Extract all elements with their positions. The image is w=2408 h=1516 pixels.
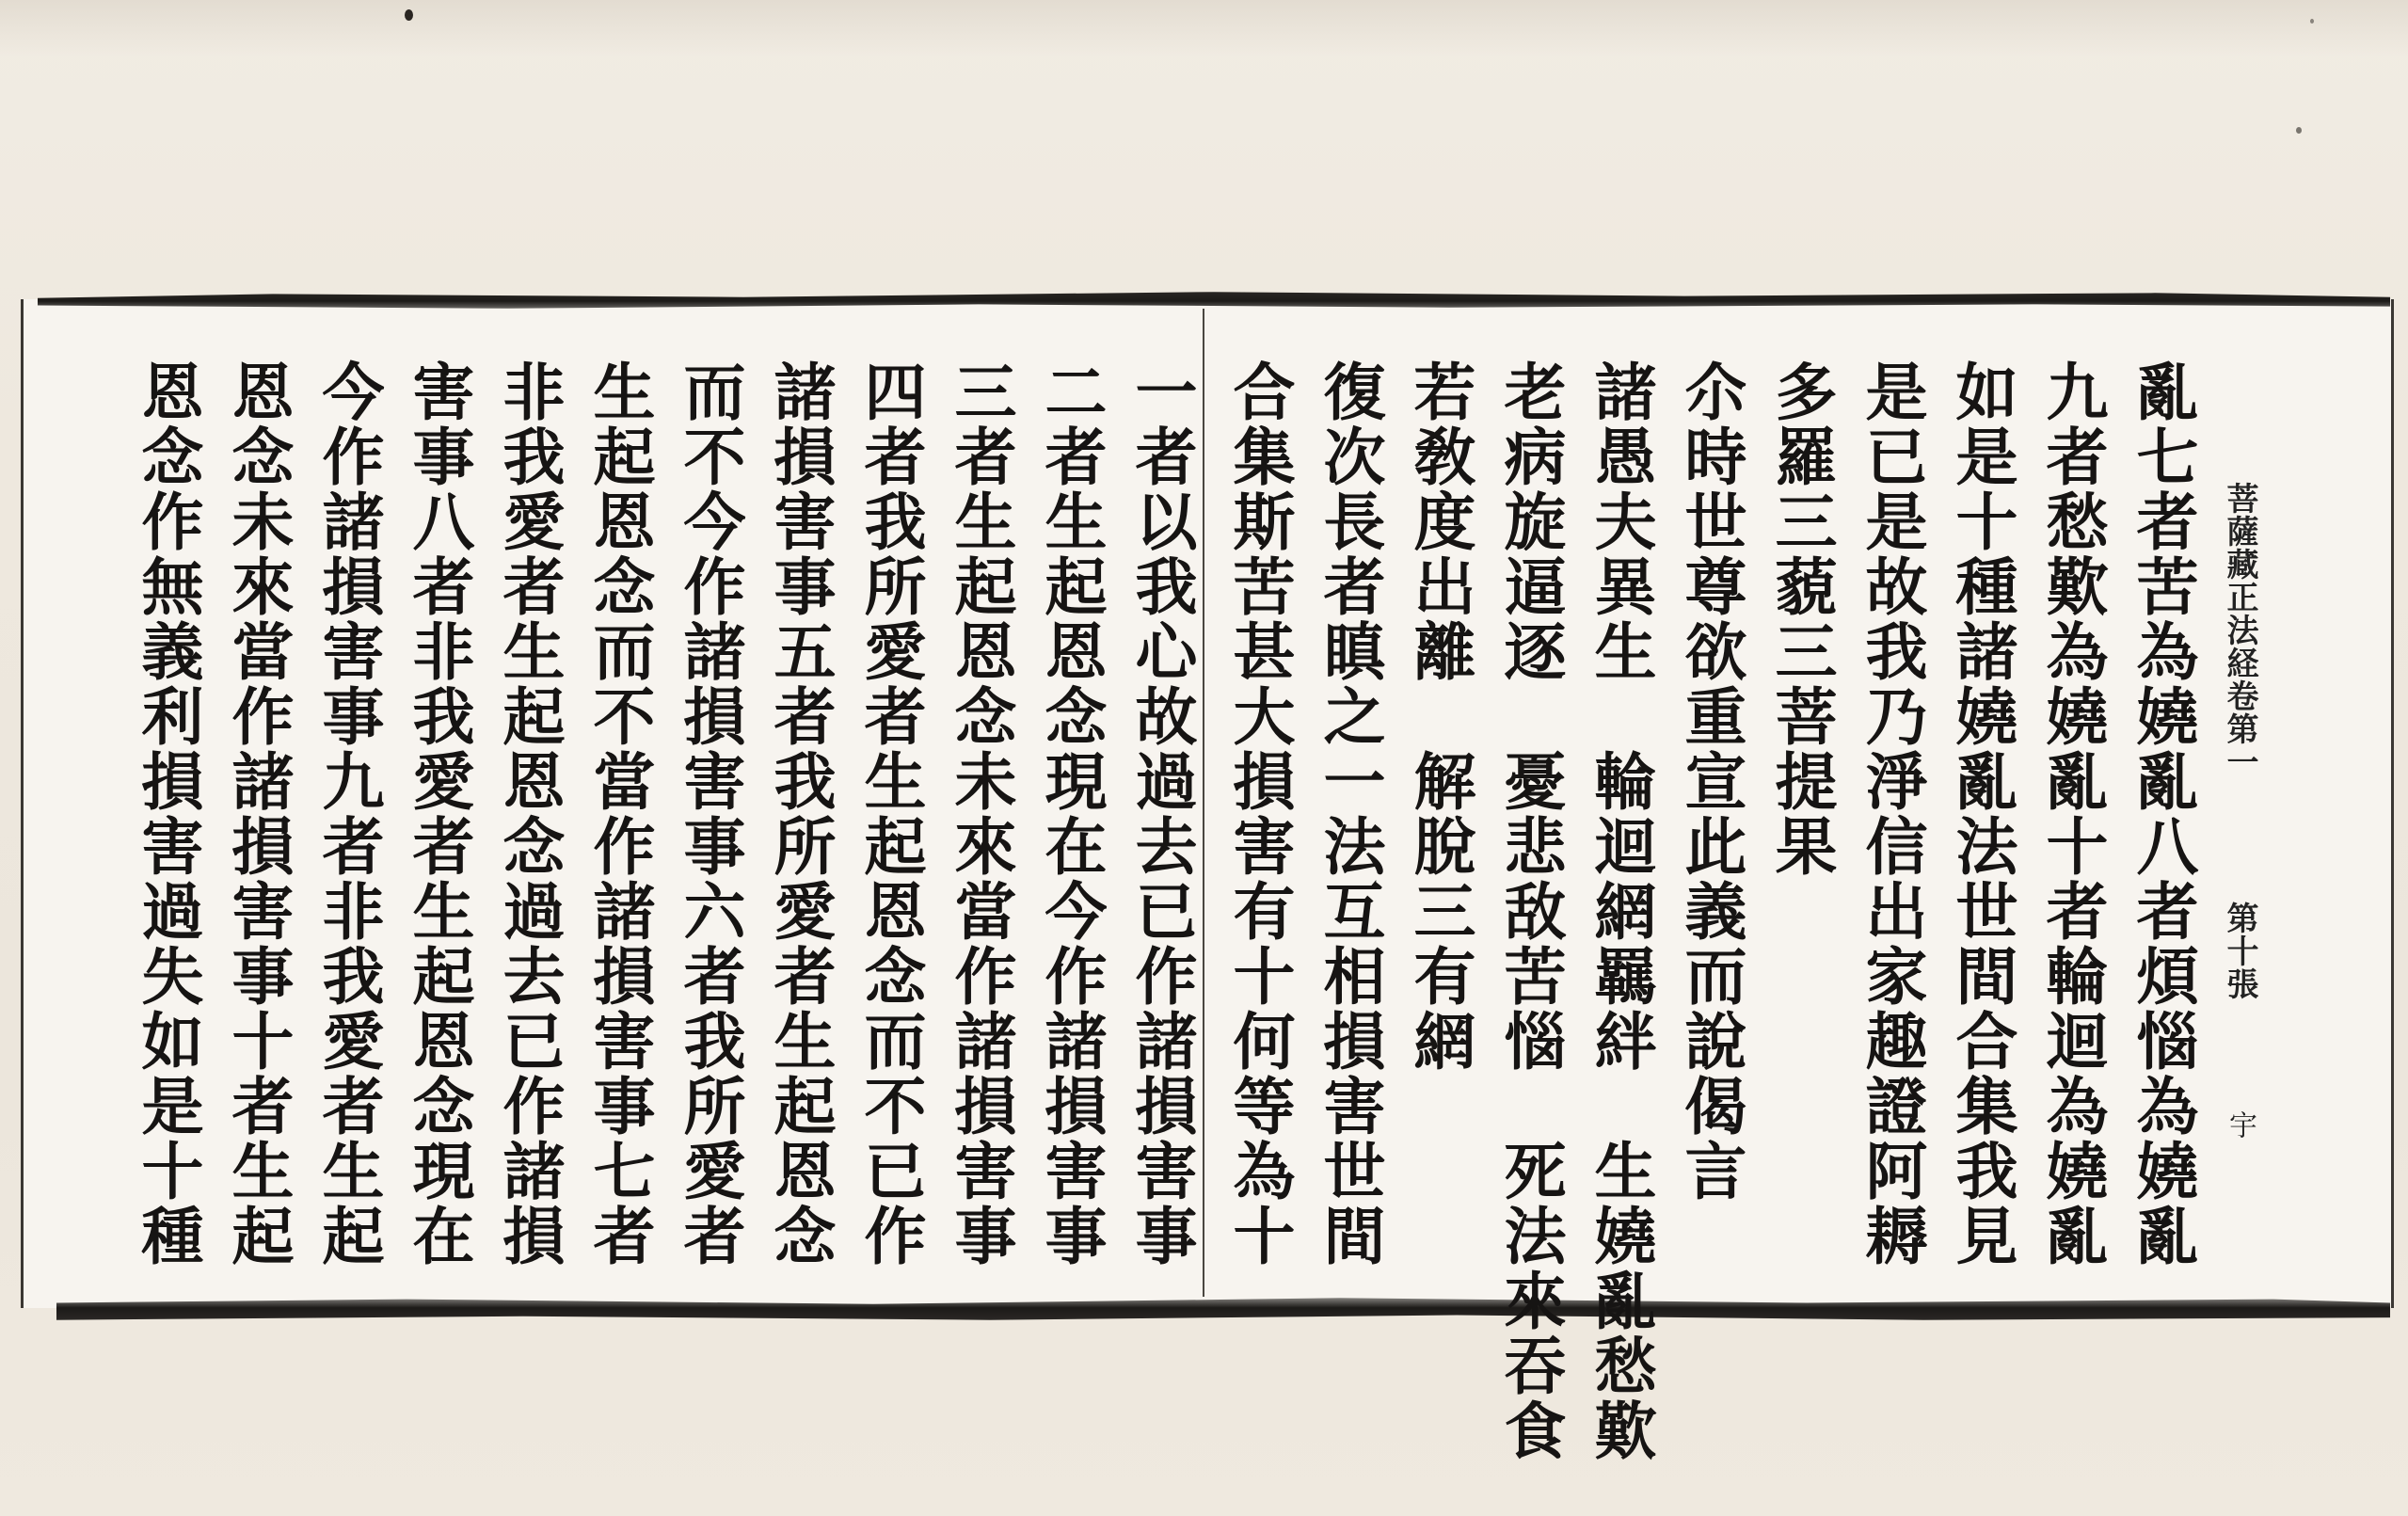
text-column: 諸損害事五者我所愛者生起恩念 [763,359,837,1269]
text-column: 合集斯苦甚大損害有十何等為十 [1222,359,1296,1269]
text-column: 一者以我心故過去已作諸損害事 [1124,359,1198,1269]
ink-speck [2310,19,2314,24]
paper-fold-shadow [0,0,2408,56]
text-column: 四者我所愛者生起恩念而不已作 [853,359,927,1269]
text-column: 恩念作無義利損害過失如是十種 [131,359,204,1269]
text-column: 生起恩念而不當作諸損害事七者 [582,359,656,1269]
verse-column: 諸愚夫異生 輪迴網羈絆 生嬈亂愁歎 [1584,359,1657,1463]
text-column: 亂七者苦為嬈亂八者煩惱為嬈亂 [2126,359,2199,1269]
ink-speck [405,9,413,21]
text-column: 今作諸損害事九者非我愛者生起 [311,359,385,1269]
text-column: 二者生起恩念現在今作諸損害事 [1034,359,1108,1269]
center-fold-line [1203,309,1204,1297]
volume-mark: 宇 [2224,1110,2257,1139]
text-column: 多羅三藐三菩提果 [1764,359,1838,879]
ink-speck [2296,127,2302,134]
text-column: 是已是故我乃淨信出家趣證阿耨 [1855,359,1928,1269]
text-column: 尒時世尊欲重宣此義而說偈言 [1674,359,1747,1204]
verse-column: 若敎度出離 解脫三有網 [1403,359,1476,1074]
text-column: 九者愁歎為嬈亂十者輪迴為嬈亂 [2035,359,2109,1269]
text-column: 非我愛者生起恩念過去已作諸損 [492,359,566,1269]
text-column: 而不今作諸損害事六者我所愛者 [673,359,746,1269]
page-number: 第十張 [2221,902,2258,1000]
verse-column: 老病旋逼逐 憂悲敌苦惱 死法來吞食 [1493,359,1567,1463]
text-column: 如是十種諸嬈亂法世間合集我見 [1945,359,2018,1269]
text-column: 恩念未來當作諸損害事十者生起 [221,359,295,1269]
text-column: 復次長者瞋之一法互相損害世間 [1313,359,1386,1269]
sutra-title: 菩薩藏正法経卷第一 [2221,482,2258,778]
text-column: 三者生起恩念未來當作諸損害事 [944,359,1017,1269]
text-column: 害事八者非我愛者生起恩念現在 [402,359,475,1269]
